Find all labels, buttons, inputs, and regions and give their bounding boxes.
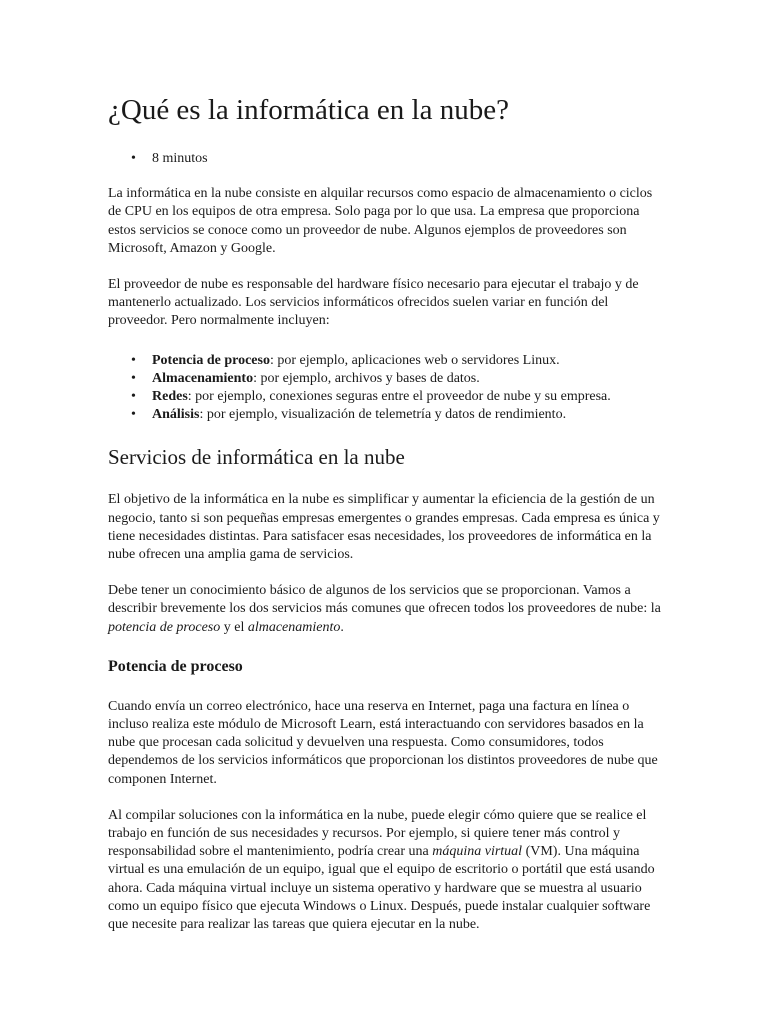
services-list [108,352,668,425]
list-item [108,352,668,370]
list-item-term: Redes [152,389,188,405]
list-item-desc: : por ejemplo, visualización de telemetría y datos de rendimiento. [199,407,567,423]
text-run: (VM). Una máquina virtual es una emulación de un equipo, igual que el equipo de escritorio o portátil que está usando ahora. Cada máquina virtual incluye un sistema operativo y hardware que se muestra al usuario como un equipo físico que ejecuta Windows o Linux. Después, puede instalar cualquier software que necesite para realizar las tareas que quiera ejecutar en la nube. [108,844,655,933]
document-content [108,90,668,934]
meta-list [108,150,668,168]
list-item [108,388,668,406]
text-run: Debe tener un conocimiento básico de algunos de los servicios que se proporcionan. Vamos a describir brevemente los dos servicios más comunes que ofrecen todos los proveedores de nube: la [108,583,661,617]
services-paragraph-1: El objetivo de la informática en la nube es simplificar y aumentar la eficiencia de la gestión de un negocio, tanto si son pequeñas empresas emergentes o grandes empresas. Cada empresa es única y tiene necesidades distintas. Para satisfacer esas necesidades, los proveedores de informática en la nube ofrecen una amplia gama de servicios. [108,492,660,563]
list-item-desc: : por ejemplo, archivos y bases de datos. [253,370,480,386]
emphasis-vm: máquina virtual [432,844,523,860]
list-item [108,370,668,388]
page-title: ¿Qué es la informática en la nube? [108,94,509,126]
emphasis-compute: potencia de proceso [108,619,221,635]
list-item-term: Análisis [152,407,200,423]
text-run: y el [220,619,248,635]
text-run: Al compilar soluciones con la informática en la nube, puede elegir cómo quiere que se realice el trabajo en función de sus necesidades y recursos. Por ejemplo, si quiere tener más control y responsabilidad sobre el mantenimiento, podría crear una [108,807,647,860]
section-heading-services: Servicios de informática en la nube [108,445,405,470]
duration-item: • 8 minutos [108,150,668,168]
list-item [108,406,668,424]
list-item-desc: : por ejemplo, conexiones seguras entre el proveedor de nube y su empresa. [187,389,611,405]
services-paragraph-2 [108,582,668,637]
text-run: . [340,619,344,635]
section-heading-compute: Potencia de proceso [108,657,243,675]
compute-paragraph-2 [108,807,668,934]
intro-paragraph-1: La informática en la nube consiste en alquilar recursos como espacio de almacenamiento o ciclos de CPU en los equipos de otra empresa. Solo paga por lo que usa. La empresa que proporciona estos servicios se conoce como un proveedor de nube. Algunos ejemplos de proveedores son Microsoft, Amazon y Google. [108,186,653,256]
intro-paragraph-2: El proveedor de nube es responsable del hardware físico necesario para ejecutar el trabajo y de mantenerlo actualizado. Los servicios informáticos ofrecidos suelen variar en función del proveedor. Pero normalmente incluyen: [108,277,639,329]
compute-paragraph-1: Cuando envía un correo electrónico, hace una reserva en Internet, paga una factura en línea o incluso realiza este módulo de Microsoft Learn, está interactuando con servidores basados en la nube que procesan cada solicitud y devuelven una respuesta. Como consumidores, todos dependemos de los servicios informáticos que proporcionan los distintos proveedores de nube que componen Internet. [108,698,658,787]
emphasis-storage: almacenamiento [247,619,341,635]
list-item-desc: : por ejemplo, aplicaciones web o servidores Linux. [269,352,560,368]
list-item-term: Potencia de proceso [152,352,270,368]
list-item-term: Almacenamiento [152,370,254,386]
